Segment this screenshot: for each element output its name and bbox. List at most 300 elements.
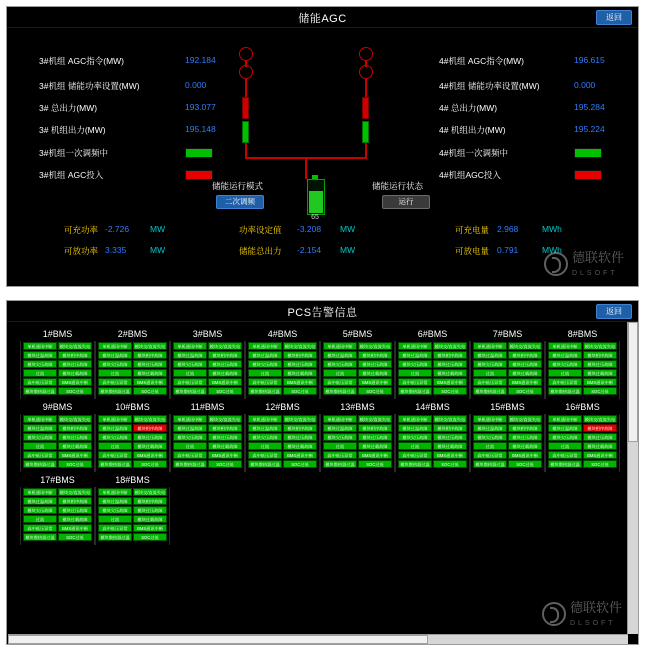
bms-alarm-tile[interactable]: SOC过低 [133,460,167,468]
bms-alarm-tile[interactable]: 过流 [98,369,132,377]
bms-alarm-tile[interactable]: 单机通讯中断 [248,415,282,423]
bms-alarm-tile[interactable]: 模块过载故障 [283,442,317,450]
bms-unit[interactable] [245,326,320,399]
bms-alarm-row [473,451,542,459]
bms-alarm-tile[interactable]: 模块过载故障 [508,442,542,450]
bms-alarm-tile[interactable]: 模块交/直流失电 [434,344,466,349]
bms-alarm-tile[interactable]: 模块过温故障 [323,424,357,432]
bms-alarm-tile[interactable]: 模块欠压故障 [23,506,57,514]
pcs-titlebar [7,301,638,322]
bms-alarm-row [23,342,92,350]
pcs-vertical-scroll-thumb[interactable] [628,322,638,442]
bms-alarm-tile[interactable]: 模块过温故障 [98,351,132,359]
bms-alarm-tile[interactable]: 过流 [248,442,282,450]
bms-alarm-tile[interactable]: 单机通讯中断 [98,488,132,496]
bms-alarm-tiles [95,341,170,399]
bms-alarm-row [98,360,167,368]
metric-unit-3: MW [340,245,356,255]
bms-alarm-tile[interactable]: 模块散热器过温 [98,533,132,541]
bms-alarm-tile[interactable]: 单机通讯中断 [398,342,432,350]
metric-unit-4: MWh [542,224,562,234]
bms-alarm-tile[interactable]: 模块散热器过温 [23,533,57,541]
bms-alarm-tile[interactable]: 模块过温故障 [398,424,432,432]
pcs-back-button[interactable]: 返回 [596,304,632,319]
bms-alarm-tile[interactable]: SOC过低 [583,460,617,468]
bms-alarm-tile[interactable]: 模块相序故障 [358,351,392,359]
bms-alarm-tile[interactable]: BMS通讯中断 [133,451,167,459]
bms-alarm-tile[interactable]: 模块过压故障 [358,433,392,441]
bms-alarm-tile[interactable]: 模块过载故障 [508,369,542,377]
breaker-right-green [362,121,369,143]
storage-mode-button[interactable]: 二次调频 [216,195,264,209]
bms-alarm-tile[interactable]: 模块过温故障 [473,351,507,359]
bms-alarm-tile[interactable]: 单机通讯中断 [323,342,357,350]
bms-alarm-tile[interactable]: 过流 [23,515,57,523]
bms-alarm-tile[interactable]: 模块散热器过温 [173,387,207,395]
bms-alarm-row [98,460,167,468]
bms-alarm-tile[interactable]: 模块过压故障 [433,360,467,368]
bms-alarm-tile[interactable]: BMS通讯中断 [208,378,242,386]
bms-alarm-tile[interactable]: 模块过压故障 [583,360,617,368]
bms-unit-title: 12#BMS [265,402,300,412]
bms-alarm-tile[interactable]: 模块过温故障 [98,424,132,432]
bms-alarm-tile[interactable]: 模块过载故障 [133,369,167,377]
bms-alarm-tile[interactable]: 模块过压故障 [208,360,242,368]
bms-alarm-tile[interactable]: SOC过低 [433,387,467,395]
bms-alarm-tile[interactable]: 模块过载故障 [583,442,617,450]
bms-alarm-tile[interactable]: 高中低压异常 [98,378,132,386]
bms-alarm-tile[interactable]: 模块过压故障 [133,433,167,441]
bms-alarm-tile[interactable]: 模块相序故障 [58,497,92,505]
bms-alarm-tile[interactable]: 模块交/直流失电 [134,490,166,495]
logo-name: 德联软件 [571,249,624,265]
bms-alarm-tile[interactable]: 模块过载故障 [208,442,242,450]
bms-alarm-row [398,360,467,368]
bms-alarm-tile[interactable]: 模块欠压故障 [473,360,507,368]
bms-unit[interactable] [470,326,545,399]
metric-unit-2: MW [340,224,356,234]
bms-alarm-tile[interactable]: 模块欠压故障 [98,506,132,514]
bms-unit[interactable] [95,399,170,472]
bms-alarm-tile[interactable]: 模块过温故障 [323,351,357,359]
bms-alarm-tile[interactable]: BMS通讯中断 [133,524,167,532]
bms-alarm-tile[interactable]: 模块交/直流失电 [509,417,541,422]
bms-alarm-tile[interactable]: 模块交/直流失电 [59,490,91,495]
bms-unit[interactable] [320,399,395,472]
bms-alarm-tile[interactable]: BMS通讯中断 [58,524,92,532]
bms-alarm-tile[interactable]: 模块过温故障 [98,497,132,505]
bms-alarm-tile[interactable]: 模块欠压故障 [248,433,282,441]
bms-alarm-tile[interactable]: 模块散热器过温 [548,387,582,395]
bms-alarm-row [398,351,467,359]
bms-alarm-tile[interactable]: 单机通讯中断 [98,415,132,423]
bms-alarm-tile[interactable]: 模块交/直流失电 [359,417,391,422]
bms-alarm-tile[interactable]: 模块欠压故障 [173,360,207,368]
agc-left-value-1: 0.000 [185,80,207,90]
bms-alarm-tile[interactable]: 模块过压故障 [433,433,467,441]
bms-alarm-row [323,415,392,423]
metric-unit-0: MW [150,224,166,234]
bms-alarm-tile[interactable]: 高中低压异常 [23,378,57,386]
bms-alarm-row [323,460,392,468]
bms-alarm-tile[interactable]: 模块散热器过温 [248,387,282,395]
bms-alarm-row [323,387,392,395]
bms-alarm-tile[interactable]: 模块过温故障 [23,351,57,359]
bms-alarm-tile[interactable]: 单机通讯中断 [98,342,132,350]
bms-alarm-tile[interactable]: 高中低压异常 [248,378,282,386]
pcs-vertical-scrollbar[interactable] [627,322,638,634]
bms-alarm-tile[interactable]: BMS通讯中断 [283,378,317,386]
bms-alarm-tile[interactable]: SOC过低 [358,387,392,395]
bms-alarm-tile[interactable]: 模块散热器过温 [98,387,132,395]
bms-alarm-tile[interactable]: 高中低压异常 [173,378,207,386]
bms-unit[interactable] [95,472,170,545]
bms-alarm-tile[interactable]: 模块过压故障 [283,360,317,368]
bms-alarm-tile[interactable]: 模块散热器过温 [398,387,432,395]
bms-alarm-tile[interactable]: 模块过压故障 [583,433,617,441]
bms-alarm-tile[interactable]: 模块欠压故障 [398,360,432,368]
metric-value-0: -2.726 [105,224,130,234]
bms-alarm-tile[interactable]: SOC过低 [583,387,617,395]
bms-alarm-row [323,378,392,386]
agc-right-value-2: 195.284 [574,102,605,112]
bms-alarm-row [398,342,467,350]
bms-alarm-tile[interactable]: 模块相序故障 [283,351,317,359]
bms-alarm-tile[interactable]: 过流 [23,442,57,450]
bms-unit-title: 14#BMS [415,402,450,412]
bms-alarm-tile[interactable]: 过流 [548,442,582,450]
bms-alarm-tile[interactable]: 高中低压异常 [548,378,582,386]
bms-alarm-tile[interactable]: 高中低压异常 [323,378,357,386]
bms-alarm-row [248,433,317,441]
bms-alarm-tile[interactable]: 模块相序故障 [133,351,167,359]
bms-alarm-tile[interactable]: 模块过载故障 [283,369,317,377]
bms-alarm-tile[interactable]: 高中低压异常 [98,524,132,532]
bms-alarm-tile[interactable]: 过流 [398,442,432,450]
bms-alarm-tile[interactable]: 模块相序故障 [508,424,542,432]
bms-alarm-tile[interactable]: 模块交/直流失电 [134,417,166,422]
generator-symbol-right-2 [359,65,373,79]
bms-alarm-tile[interactable]: 模块散热器过温 [248,460,282,468]
bms-unit[interactable] [395,326,470,399]
bms-alarm-tile[interactable]: BMS通讯中断 [583,451,617,459]
bms-alarm-tile[interactable]: 过流 [173,369,207,377]
bms-alarm-tile[interactable]: 过流 [173,442,207,450]
bms-alarm-tile[interactable]: 模块过载故障 [58,515,92,523]
bms-unit[interactable] [20,399,95,472]
bms-alarm-row [473,351,542,359]
bms-unit[interactable] [170,326,245,399]
bms-alarm-tile[interactable]: 高中低压异常 [473,378,507,386]
bms-alarm-tile[interactable]: BMS通讯中断 [208,451,242,459]
bms-alarm-tile[interactable]: 高中低压异常 [548,451,582,459]
bms-alarm-tile[interactable]: 过流 [23,369,57,377]
bms-alarm-tile[interactable]: 模块散热器过温 [98,460,132,468]
bms-alarm-tile[interactable]: 模块过载故障 [133,515,167,523]
bms-alarm-tile[interactable]: 模块相序故障 [433,351,467,359]
bms-alarm-tile[interactable]: 模块散热器过温 [473,460,507,468]
bms-alarm-tile[interactable]: 模块散热器过温 [23,460,57,468]
bms-alarm-tile[interactable]: 模块相序故障 [583,424,617,432]
bms-alarm-tile[interactable]: 模块过压故障 [283,433,317,441]
bms-alarm-tile[interactable]: 模块欠压故障 [398,433,432,441]
bms-unit[interactable] [320,326,395,399]
bms-alarm-tile[interactable]: 模块过压故障 [133,506,167,514]
bms-alarm-tile[interactable]: 模块过温故障 [173,351,207,359]
bms-alarm-tile[interactable]: 模块欠压故障 [23,360,57,368]
bms-alarm-tile[interactable]: SOC过低 [133,533,167,541]
bms-alarm-tile[interactable]: 单机通讯中断 [323,415,357,423]
bms-alarm-tile[interactable]: 模块交/直流失电 [284,344,316,349]
bms-alarm-tile[interactable]: 单机通讯中断 [548,415,582,423]
bms-unit-title: 6#BMS [417,329,448,339]
bms-alarm-tile[interactable]: 过流 [473,442,507,450]
bms-alarm-tile[interactable]: BMS通讯中断 [358,378,392,386]
bms-alarm-tile[interactable]: BMS通讯中断 [58,378,92,386]
bms-alarm-tile[interactable]: 模块相序故障 [58,424,92,432]
bms-alarm-tile[interactable]: 高中低压异常 [23,451,57,459]
bms-alarm-tile[interactable]: 模块交/直流失电 [434,417,466,422]
bms-alarm-row [23,424,92,432]
bms-alarm-tile[interactable]: 模块交/直流失电 [134,344,166,349]
bms-alarm-tile[interactable]: 模块相序故障 [283,424,317,432]
bms-alarm-tile[interactable]: 过流 [473,369,507,377]
bms-alarm-tile[interactable]: SOC过低 [508,387,542,395]
bms-alarm-tile[interactable]: 模块欠压故障 [98,360,132,368]
bms-alarm-tile[interactable]: 模块过温故障 [248,424,282,432]
bms-alarm-tile[interactable]: 模块过载故障 [583,369,617,377]
bms-alarm-tile[interactable]: 模块交/直流失电 [584,417,616,422]
bms-alarm-tile[interactable]: 模块欠压故障 [173,433,207,441]
bms-alarm-tile[interactable]: 模块欠压故障 [323,360,357,368]
agc-right-value-1: 0.000 [574,80,596,90]
bms-alarm-tile[interactable]: 过流 [248,369,282,377]
bms-alarm-tile[interactable]: SOC过低 [58,533,92,541]
bms-alarm-tile[interactable]: SOC过低 [58,387,92,395]
bms-alarm-tile[interactable]: 单机通讯中断 [473,342,507,350]
bms-alarm-tile[interactable]: 模块欠压故障 [548,360,582,368]
bms-alarm-tile[interactable]: 模块相序故障 [208,351,242,359]
bms-alarm-tile[interactable]: 模块过压故障 [508,433,542,441]
bms-alarm-tile[interactable]: 高中低压异常 [173,451,207,459]
metric-value-4: 2.968 [497,224,519,234]
agc-panel [6,6,639,287]
bms-alarm-tile[interactable]: 模块过载故障 [208,369,242,377]
bms-alarm-tile[interactable]: 模块过温故障 [548,351,582,359]
bms-alarm-tiles [320,414,395,472]
bms-alarm-tile[interactable]: 单机通讯中断 [23,342,57,350]
bms-alarm-row [98,369,167,377]
bms-alarm-tile[interactable]: 模块欠压故障 [23,433,57,441]
bms-unit[interactable] [20,326,95,399]
bms-alarm-tile[interactable]: 单机通讯中断 [173,342,207,350]
bms-alarm-tile[interactable]: 高中低压异常 [398,378,432,386]
bms-alarm-row [98,387,167,395]
bms-alarm-tile[interactable]: 模块过温故障 [398,351,432,359]
bms-alarm-tile[interactable]: 模块过温故障 [23,497,57,505]
bms-alarm-tiles [245,341,320,399]
bms-unit[interactable] [545,399,620,472]
bms-alarm-row [248,387,317,395]
bms-alarm-tile[interactable]: 过流 [548,369,582,377]
bms-alarm-tile[interactable]: 模块过温故障 [548,424,582,432]
bms-alarm-tile[interactable]: 模块交/直流失电 [584,344,616,349]
bms-alarm-tile[interactable]: 模块过载故障 [433,369,467,377]
bms-alarm-tile[interactable]: 模块散热器过温 [173,460,207,468]
bms-alarm-tile[interactable]: 过流 [398,369,432,377]
bms-alarm-tile[interactable]: 模块过载故障 [433,442,467,450]
bms-unit[interactable] [95,326,170,399]
bms-alarm-tile[interactable]: 过流 [98,442,132,450]
bms-alarm-tile[interactable]: 高中低压异常 [473,451,507,459]
bms-alarm-tile[interactable]: 模块过载故障 [133,442,167,450]
bms-alarm-tile[interactable]: 模块相序故障 [358,424,392,432]
bms-alarm-tile[interactable]: SOC过低 [208,387,242,395]
bms-alarm-tile[interactable]: BMS通讯中断 [433,451,467,459]
bms-alarm-tile[interactable]: BMS通讯中断 [283,451,317,459]
bms-alarm-tile[interactable]: 模块过压故障 [208,433,242,441]
bms-alarm-row [323,369,392,377]
bms-alarm-tile[interactable]: 模块欠压故障 [323,433,357,441]
bms-alarm-row [248,460,317,468]
bms-unit[interactable] [395,399,470,472]
bms-unit[interactable] [470,399,545,472]
bms-alarm-tile[interactable]: 高中低压异常 [23,524,57,532]
bms-alarm-tile[interactable]: 单机通讯中断 [173,415,207,423]
bms-alarm-tile[interactable]: SOC过低 [433,460,467,468]
breaker-right-red [362,97,369,119]
bms-alarm-tile[interactable]: 模块过压故障 [58,360,92,368]
bms-row [20,326,620,399]
bms-alarm-row [98,433,167,441]
bms-alarm-tile[interactable]: 模块过温故障 [248,351,282,359]
bms-alarm-tile[interactable]: 单机通讯中断 [398,415,432,423]
bms-alarm-tile[interactable]: 过流 [98,515,132,523]
bms-alarm-tile[interactable]: 单机通讯中断 [248,342,282,350]
bms-alarm-tile[interactable]: 单机通讯中断 [548,342,582,350]
bms-alarm-tile[interactable]: SOC过低 [508,460,542,468]
bms-alarm-tile[interactable]: 模块过载故障 [58,369,92,377]
bms-alarm-tile[interactable]: BMS通讯中断 [508,378,542,386]
bms-alarm-tile[interactable]: SOC过低 [358,460,392,468]
bms-alarm-tile[interactable]: 单机通讯中断 [473,415,507,423]
bms-alarm-tile[interactable]: 模块过载故障 [358,369,392,377]
bms-alarm-tile[interactable]: 模块散热器过温 [473,387,507,395]
bms-alarm-tile[interactable]: 模块欠压故障 [248,360,282,368]
bms-unit-title: 4#BMS [267,329,298,339]
bms-alarm-tile[interactable]: BMS通讯中断 [358,451,392,459]
bms-alarm-tile[interactable]: 模块相序故障 [208,424,242,432]
bms-alarm-tile[interactable]: 模块交/直流失电 [509,344,541,349]
bms-unit[interactable] [20,472,95,545]
bms-alarm-tile[interactable]: 高中低压异常 [323,451,357,459]
bms-alarm-tiles [20,487,95,545]
bms-alarm-tile[interactable]: 单机通讯中断 [23,488,57,496]
bms-alarm-row [473,369,542,377]
bms-alarm-tile[interactable]: BMS通讯中断 [133,378,167,386]
bms-alarm-tile[interactable]: 模块相序故障 [58,351,92,359]
bms-alarm-tile[interactable]: SOC过低 [283,387,317,395]
bms-unit-title: 9#BMS [42,402,73,412]
bms-alarm-row [173,360,242,368]
bms-alarm-tile[interactable]: 模块相序故障 [433,424,467,432]
bms-alarm-tile[interactable]: 模块交/直流失电 [209,417,241,422]
bms-alarm-tile[interactable]: 模块过温故障 [173,424,207,432]
bms-alarm-tile[interactable]: 模块过载故障 [358,442,392,450]
bms-unit[interactable] [245,399,320,472]
bms-unit-title: 18#BMS [115,475,150,485]
bms-alarm-tile[interactable]: BMS通讯中断 [433,378,467,386]
bms-alarm-tile[interactable]: BMS通讯中断 [508,451,542,459]
bms-alarm-tile[interactable]: 模块散热器过温 [398,460,432,468]
bms-alarm-tile[interactable]: 模块相序故障 [508,351,542,359]
agc-back-button[interactable]: 返回 [596,10,632,25]
bms-alarm-tile[interactable]: 过流 [323,442,357,450]
wire-left-gen [245,61,247,67]
storage-state-button[interactable]: 运行 [382,195,430,209]
bms-alarm-tile[interactable]: 高中低压异常 [398,451,432,459]
bms-alarm-tile[interactable]: 模块散热器过温 [548,460,582,468]
bms-alarm-tile[interactable]: 模块过压故障 [133,360,167,368]
bms-alarm-tile[interactable]: 模块相序故障 [583,351,617,359]
bms-alarm-tile[interactable]: SOC过低 [58,460,92,468]
bms-alarm-tile[interactable]: 模块交/直流失电 [284,417,316,422]
bms-alarm-tile[interactable]: 单机通讯中断 [23,415,57,423]
bms-alarm-tile[interactable]: 模块过压故障 [508,360,542,368]
bms-alarm-tile[interactable]: BMS通讯中断 [58,451,92,459]
metric-value-1: 3.335 [105,245,127,255]
bms-alarm-tile[interactable]: 模块欠压故障 [548,433,582,441]
bms-alarm-tile[interactable]: 模块过温故障 [23,424,57,432]
bms-alarm-row [23,351,92,359]
bms-alarm-tile[interactable]: 模块交/直流失电 [209,344,241,349]
bms-alarm-tile[interactable]: BMS通讯中断 [583,378,617,386]
bms-alarm-tile[interactable]: 模块过压故障 [58,506,92,514]
bms-alarm-row [398,433,467,441]
bms-alarm-tile[interactable]: 模块过压故障 [58,433,92,441]
pcs-horizontal-scrollbar[interactable] [8,634,628,644]
pcs-body [8,322,628,634]
bms-unit[interactable] [170,399,245,472]
bms-alarm-tile[interactable]: SOC过低 [208,460,242,468]
bms-alarm-tile[interactable]: 模块散热器过温 [23,387,57,395]
wire-to-battery [305,157,307,179]
bms-alarm-tile[interactable]: 模块相序故障 [133,497,167,505]
bms-alarm-tile[interactable]: 模块散热器过温 [323,387,357,395]
bms-alarm-tile[interactable]: SOC过低 [133,387,167,395]
bms-alarm-tile[interactable]: 模块过压故障 [358,360,392,368]
bms-alarm-row [23,433,92,441]
bms-alarm-tile[interactable]: 模块欠压故障 [473,433,507,441]
bms-alarm-tile[interactable]: 高中低压异常 [248,451,282,459]
pcs-horizontal-scroll-thumb[interactable] [8,635,428,644]
bms-alarm-tile[interactable]: 模块交/直流失电 [59,344,91,349]
bms-alarm-tile[interactable]: 高中低压异常 [98,451,132,459]
bms-alarm-tile[interactable]: 模块交/直流失电 [359,344,391,349]
bms-alarm-tile[interactable]: SOC过低 [283,460,317,468]
bms-alarm-row [473,415,542,423]
bms-alarm-tile[interactable]: 模块欠压故障 [98,433,132,441]
bms-unit[interactable] [545,326,620,399]
agc-right-status-indicator-1 [574,170,602,180]
bms-alarm-tile[interactable]: 模块过温故障 [473,424,507,432]
bms-alarm-tile[interactable]: 模块相序故障 [133,424,167,432]
bms-alarm-tile[interactable]: 模块散热器过温 [323,460,357,468]
metric-unit-1: MW [150,245,166,255]
bms-alarm-tile[interactable]: 模块过载故障 [58,442,92,450]
bms-alarm-tile[interactable]: 模块交/直流失电 [59,417,91,422]
bms-alarm-tile[interactable]: 过流 [323,369,357,377]
